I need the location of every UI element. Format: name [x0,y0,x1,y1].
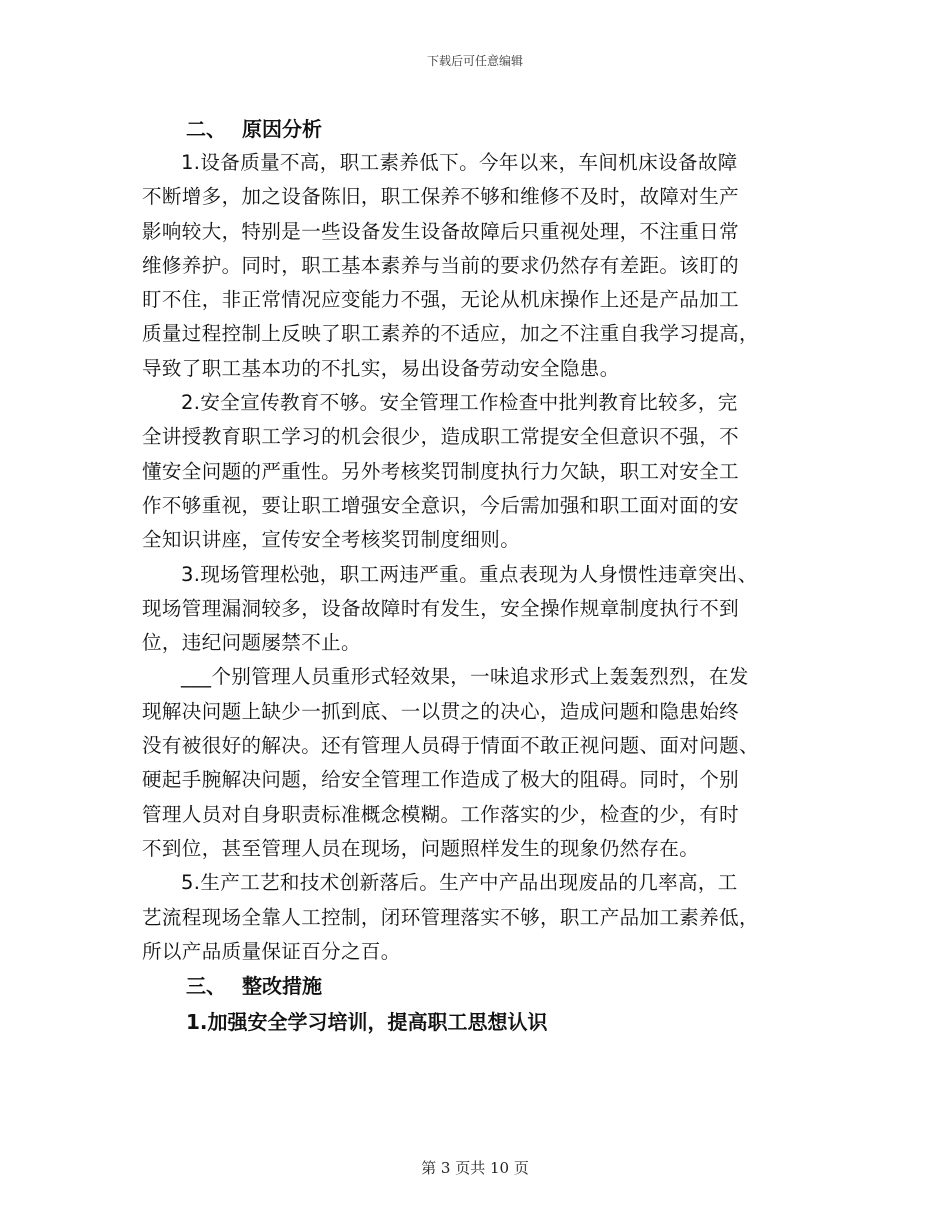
paragraph-safety-education [142,386,802,557]
paragraph-line: ___个别管理人员重形式轻效果，一味追求形式上轰轰烈烈，在发 [181,665,749,689]
paragraph-line: 2.安全宣传教育不够。安全管理工作检查中批判教育比较多，完 [181,391,738,415]
section-number: 二、 [186,117,226,141]
paragraph-line: 全知识讲座，宣传安全考核奖罚制度细则。 [142,528,521,552]
paragraph-line: 管理人员对自身职责标准概念模糊。工作落实的少，检查的少，有时 [142,802,740,826]
paragraph-line: 所以产品质量保证百分之百。 [142,939,401,963]
paragraph-line: 1.设备质量不高，职工素养低下。今年以来，车间机床设备故障 [181,151,738,174]
paragraph-line: 全讲授教育职工学习的机会很少，造成职工常提安全但意识不强，不 [142,425,740,449]
section-number: 三、 [186,974,226,999]
paragraph-line: 盯不住，非正常情况应变能力不强，无论从机床操作上还是产品加工 [142,288,740,312]
section-heading-rectification [142,969,802,1003]
section-heading-cause-analysis [142,112,802,146]
page-footer-number: 第 3 页共 10 页 [421,1159,529,1177]
paragraph-line: 影响较大，特别是一些设备发生设备故障后只重视处理，不注重日常 [142,219,740,243]
paragraph-line: 导致了职工基本功的不扎实，易出设备劳动安全隐患。 [142,356,620,380]
paragraph-line: 3.现场管理松弛，职工两违严重。重点表现为人身惯性违章突出、 [181,562,758,586]
paragraph-line: 没有被很好的解决。还有管理人员碍于情面不敢正视问题、面对问题、 [142,734,759,758]
paragraph-line: 不断增多，加之设备陈旧，职工保养不够和维修不及时，故障对生产 [142,185,740,209]
paragraph-line: 位，违纪问题屡禁不止。 [142,631,361,655]
paragraph-equipment-quality [142,146,802,386]
paragraph-site-management [142,558,802,661]
paragraph-line: 作不够重视，要让职工增强安全意识，今后需加强和职工面对面的安 [142,493,740,517]
page-header-note: 下载后可任意编辑 [426,54,523,68]
paragraph-line: 艺流程现场全靠人工控制，闭环管理落实不够，职工产品加工素养低， [142,905,759,929]
paragraph-process-technology [142,866,802,969]
paragraph-line: 现解决问题上缺少一抓到底、一以贯之的决心，造成问题和隐患始终 [142,699,740,723]
section-title: 原因分析 [242,117,322,141]
paragraph-line: 不到位，甚至管理人员在现场，问题照样发生的现象仍然存在。 [142,836,700,860]
subheading-safety-training: 1.加强安全学习培训，提高职工思想认识 [186,1010,548,1035]
section-title: 整改措施 [242,974,322,999]
paragraph-line: 懂安全问题的严重性。另外考核奖罚制度执行力欠缺，职工对安全工 [142,459,740,483]
paragraph-line: 现场管理漏洞较多，设备故障时有发生，安全操作规章制度执行不到 [142,596,740,620]
paragraph-managers [142,660,802,866]
document-body [142,112,802,1039]
paragraph-line: 质量过程控制上反映了职工素养的不适应，加之不注重自我学习提高， [142,322,759,346]
paragraph-line: 维修养护。同时，职工基本素养与当前的要求仍然存有差距。该盯的 [142,253,740,277]
paragraph-line: 硬起手腕解决问题，给安全管理工作造成了极大的阻碍。同时，个别 [142,768,740,792]
paragraph-line: 5.生产工艺和技术创新落后。生产中产品出现废品的几率高，工 [181,871,738,895]
